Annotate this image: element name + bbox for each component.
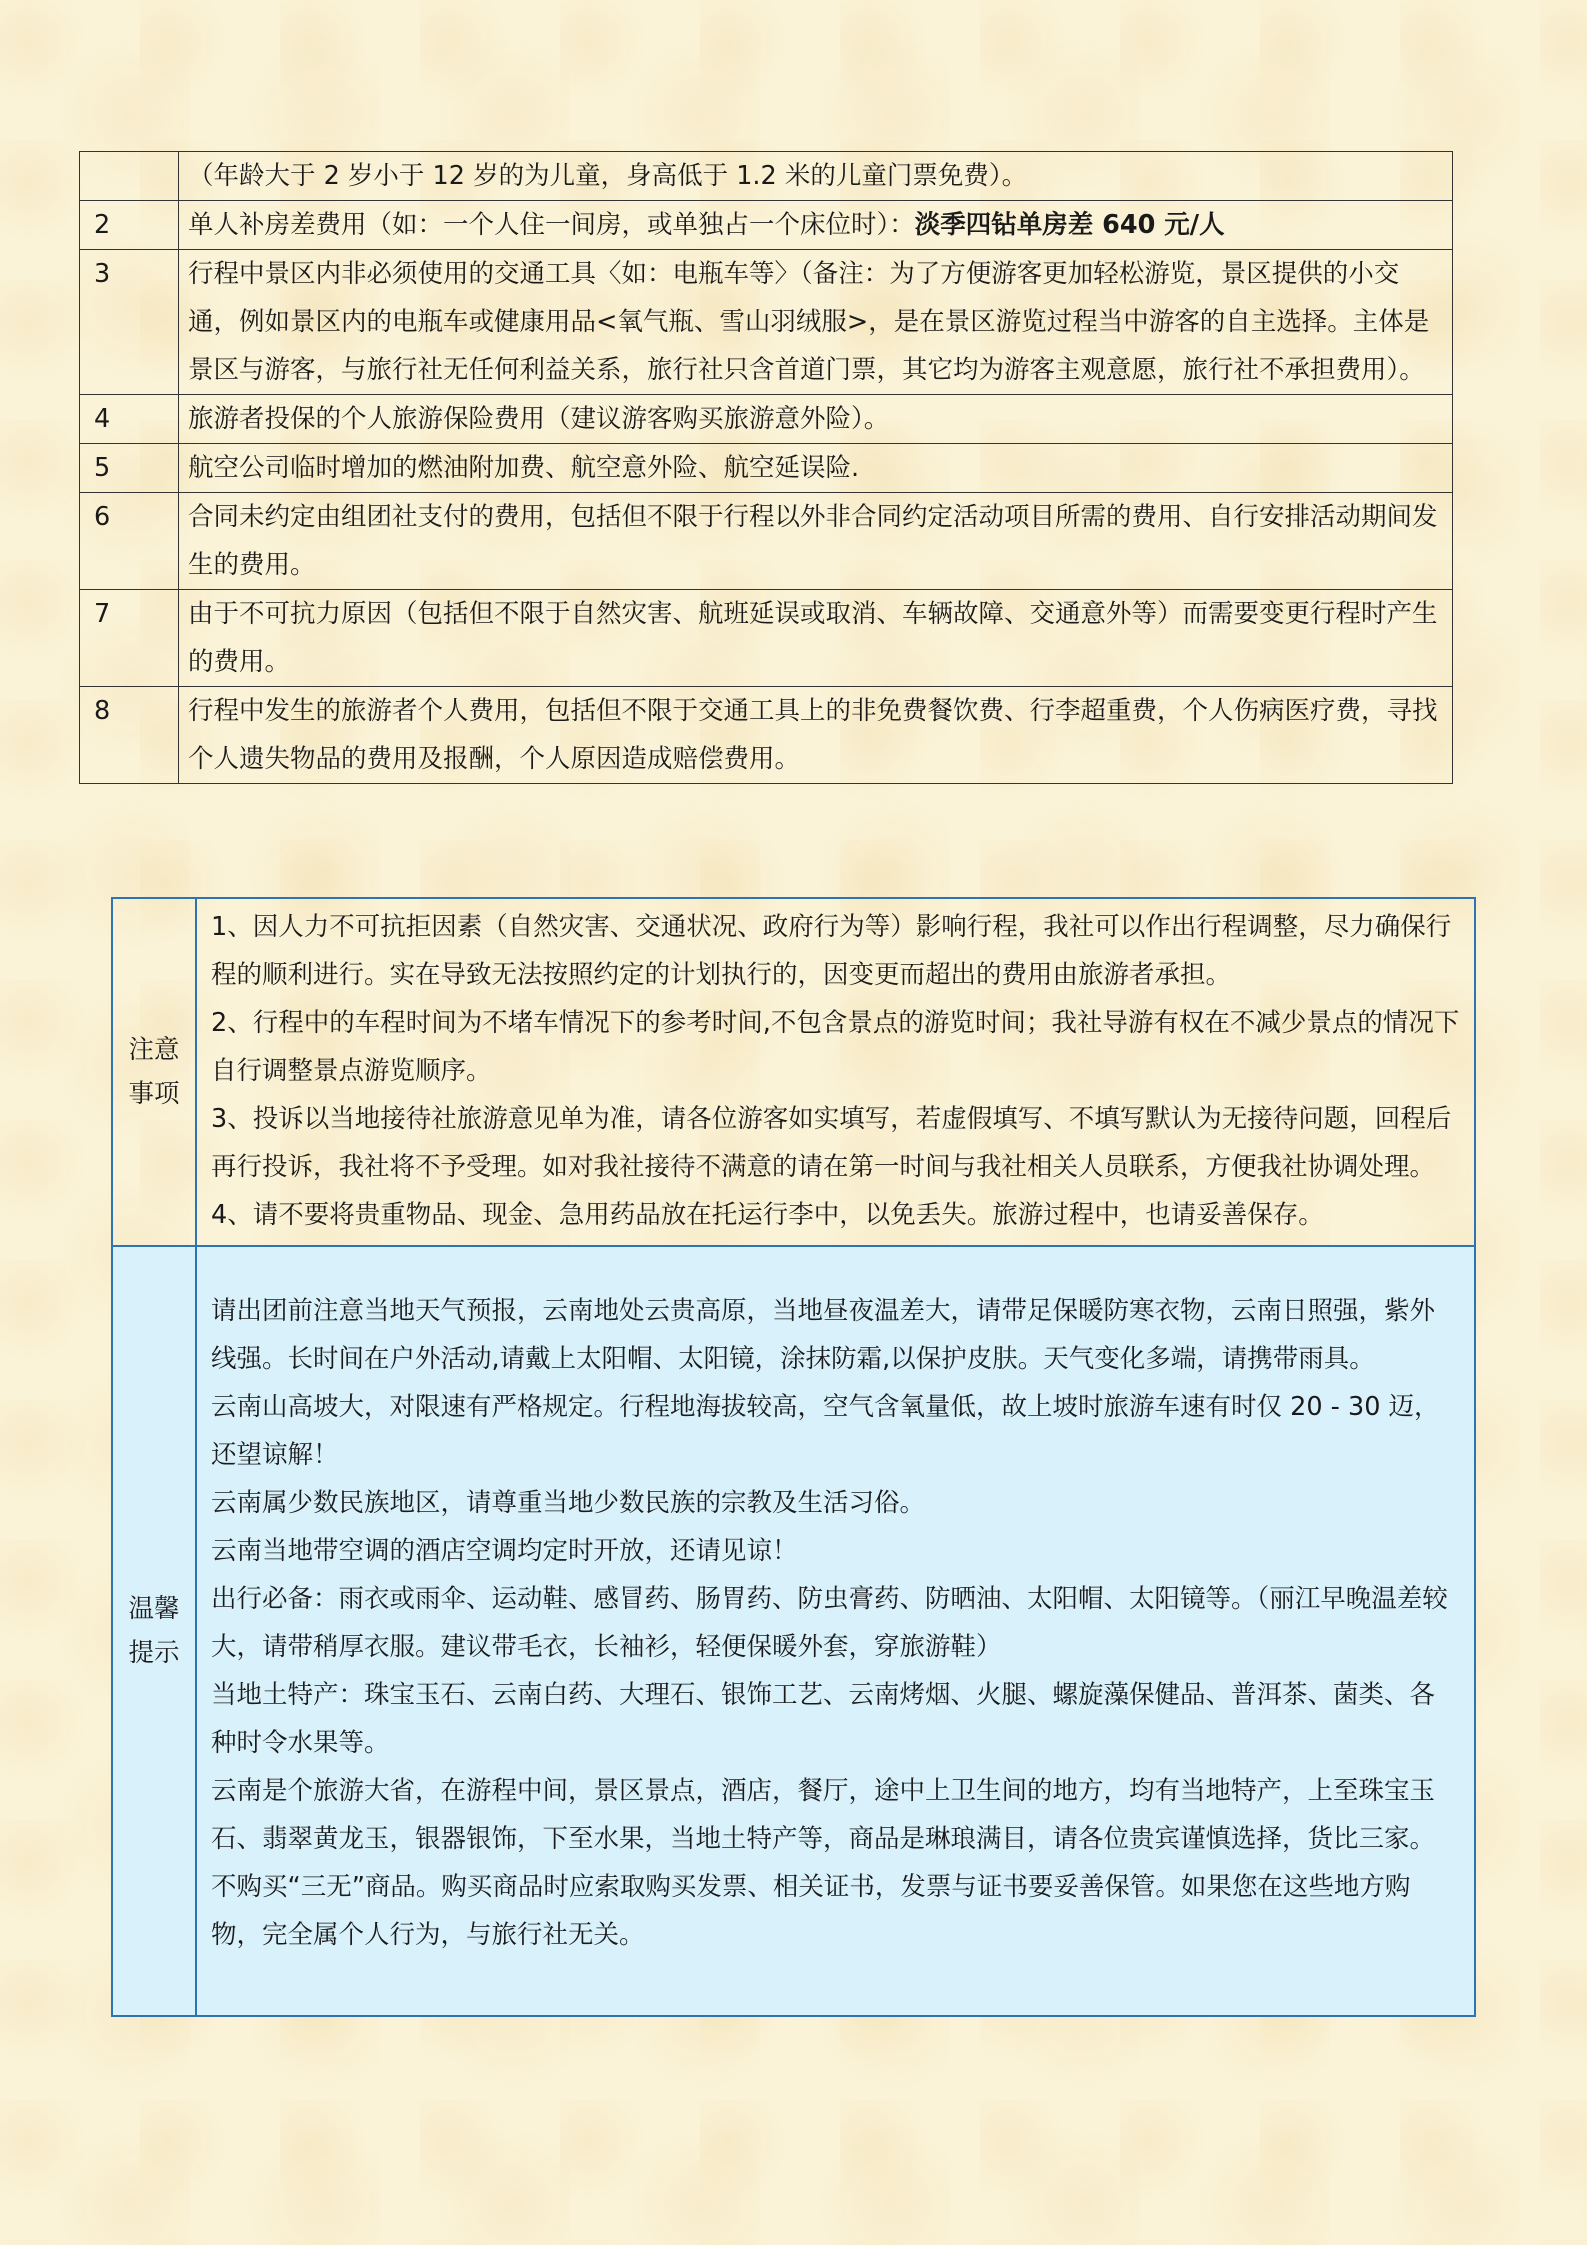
row-text: 行程中景区内非必须使用的交通工具〈如：电瓶车等〉（备注：为了方便游客更加轻松游览，景区提供的小交通，例如景区内的电瓶车或健康用品<氧气瓶、雪山羽绒服>，是在景区游览过程当中游客的自主选择。主体是景区与游客，与旅行社无任何利益关系，旅行社只含首道门票，其它均为游客主观意愿，旅行社不承担费用）。 — [179, 250, 1453, 395]
row-text: 单人补房差费用（如：一个人住一间房，或单独占一个床位时）：淡季四钻单房差 640 元/人 — [179, 201, 1453, 250]
table-row — [80, 493, 1453, 590]
tip-item: 云南属少数民族地区，请尊重当地少数民族的宗教及生活习俗。 — [211, 1488, 926, 1518]
tip-item: 云南当地带空调的酒店空调均定时开放，还请见谅！ — [211, 1536, 798, 1566]
table-row — [80, 395, 1453, 444]
notes-label — [112, 898, 196, 1246]
row-text: 合同未约定由组团社支付的费用，包括但不限于行程以外非合同约定活动项目所需的费用、自行安排活动期间发生的费用。 — [179, 493, 1453, 590]
note-item: 1、因人力不可抗拒因素（自然灾害、交通状况、政府行为等）影响行程，我社可以作出行程调整，尽力确保行程的顺利进行。实在导致无法按照约定的计划执行的，因变更而超出的费用由旅游者承担。 — [211, 912, 1452, 990]
table-row — [80, 250, 1453, 395]
note-item: 4、请不要将贵重物品、现金、急用药品放在托运行李中，以免丢失。旅游过程中，也请妥善保存。 — [211, 1200, 1324, 1230]
row-number: 8 — [80, 687, 179, 784]
row-text: 航空公司临时增加的燃油附加费、航空意外险、航空延误险. — [179, 444, 1453, 493]
table-row — [80, 590, 1453, 687]
row-number: 7 — [80, 590, 179, 687]
tips-label-line: 温馨 — [128, 1594, 180, 1624]
notes-tips-table — [111, 897, 1476, 2017]
notes-body — [196, 898, 1475, 1246]
notes-section — [112, 898, 1475, 1246]
note-item: 3、投诉以当地接待社旅游意见单为准，请各位游客如实填写，若虚假填写、不填写默认为无接待问题，回程后再行投诉，我社将不予受理。如对我社接待不满意的请在第一时间与我社相关人员联系，方便我社协调处理。 — [211, 1104, 1452, 1182]
tip-item: 出行必备：雨衣或雨伞、运动鞋、感冒药、肠胃药、防虫膏药、防晒油、太阳帽、太阳镜等。（丽江早晚温差较大，请带稍厚衣服。建议带毛衣，长袖衫，轻便保暖外套，穿旅游鞋） — [211, 1584, 1448, 1662]
notes-label-line: 注意 — [128, 1035, 180, 1065]
row-number: 6 — [80, 493, 179, 590]
tip-item: 云南是个旅游大省，在游程中间，景区景点，酒店，餐厅，途中上卫生间的地方，均有当地特产，上至珠宝玉石、翡翠黄龙玉，银器银饰，下至水果，当地土特产等，商品是琳琅满目，请各位贵宾谨慎选择，货比三家。不购买“三无”商品。购买商品时应索取购买发票、相关证书，发票与证书要妥善保管。如果您在这些地方购物，完全属个人行为，与旅行社无关。 — [211, 1776, 1436, 1950]
table-row — [80, 687, 1453, 784]
row-text: （年龄大于 2 岁小于 12 岁的为儿童，身高低于 1.2 米的儿童门票免费）。 — [179, 152, 1453, 201]
tips-label — [112, 1246, 196, 2016]
tip-item: 云南山高坡大，对限速有严格规定。行程地海拔较高，空气含氧量低，故上坡时旅游车速有时仅 20 - 30 迈，还望谅解！ — [211, 1392, 1440, 1470]
table-row — [80, 152, 1453, 201]
single-room-surcharge: 淡季四钻单房差 640 元/人 — [914, 210, 1225, 240]
tip-item: 当地土特产：珠宝玉石、云南白药、大理石、银饰工艺、云南烤烟、火腿、螺旋藻保健品、普洱茶、菌类、各种时令水果等。 — [211, 1680, 1436, 1758]
cost-exclusions-table — [79, 151, 1453, 784]
row-text: 旅游者投保的个人旅游保险费用（建议游客购买旅游意外险）。 — [179, 395, 1453, 444]
table-row — [80, 444, 1453, 493]
tips-label-line: 提示 — [128, 1638, 180, 1668]
row-text: 由于不可抗力原因（包括但不限于自然灾害、航班延误或取消、车辆故障、交通意外等）而需要变更行程时产生的费用。 — [179, 590, 1453, 687]
table-row — [80, 201, 1453, 250]
note-item: 2、行程中的车程时间为不堵车情况下的参考时间,不包含景点的游览时间；我社导游有权在不减少景点的情况下自行调整景点游览顺序。 — [211, 1008, 1460, 1086]
row-number: 5 — [80, 444, 179, 493]
row-number: 3 — [80, 250, 179, 395]
tip-item: 请出团前注意当地天气预报，云南地处云贵高原，当地昼夜温差大，请带足保暖防寒衣物，云南日照强，紫外线强。长时间在户外活动,请戴上太阳帽、太阳镜，涂抹防霜,以保护皮肤。天气变化多端，请携带雨具。 — [211, 1296, 1436, 1374]
row-text: 行程中发生的旅游者个人费用，包括但不限于交通工具上的非免费餐饮费、行李超重费，个人伤病医疗费，寻找个人遗失物品的费用及报酬，个人原因造成赔偿费用。 — [179, 687, 1453, 784]
tips-body — [196, 1246, 1475, 2016]
notes-label-line: 事项 — [128, 1079, 180, 1109]
row-number: 4 — [80, 395, 179, 444]
row-number — [80, 152, 179, 201]
tips-section — [112, 1246, 1475, 2016]
row-number: 2 — [80, 201, 179, 250]
